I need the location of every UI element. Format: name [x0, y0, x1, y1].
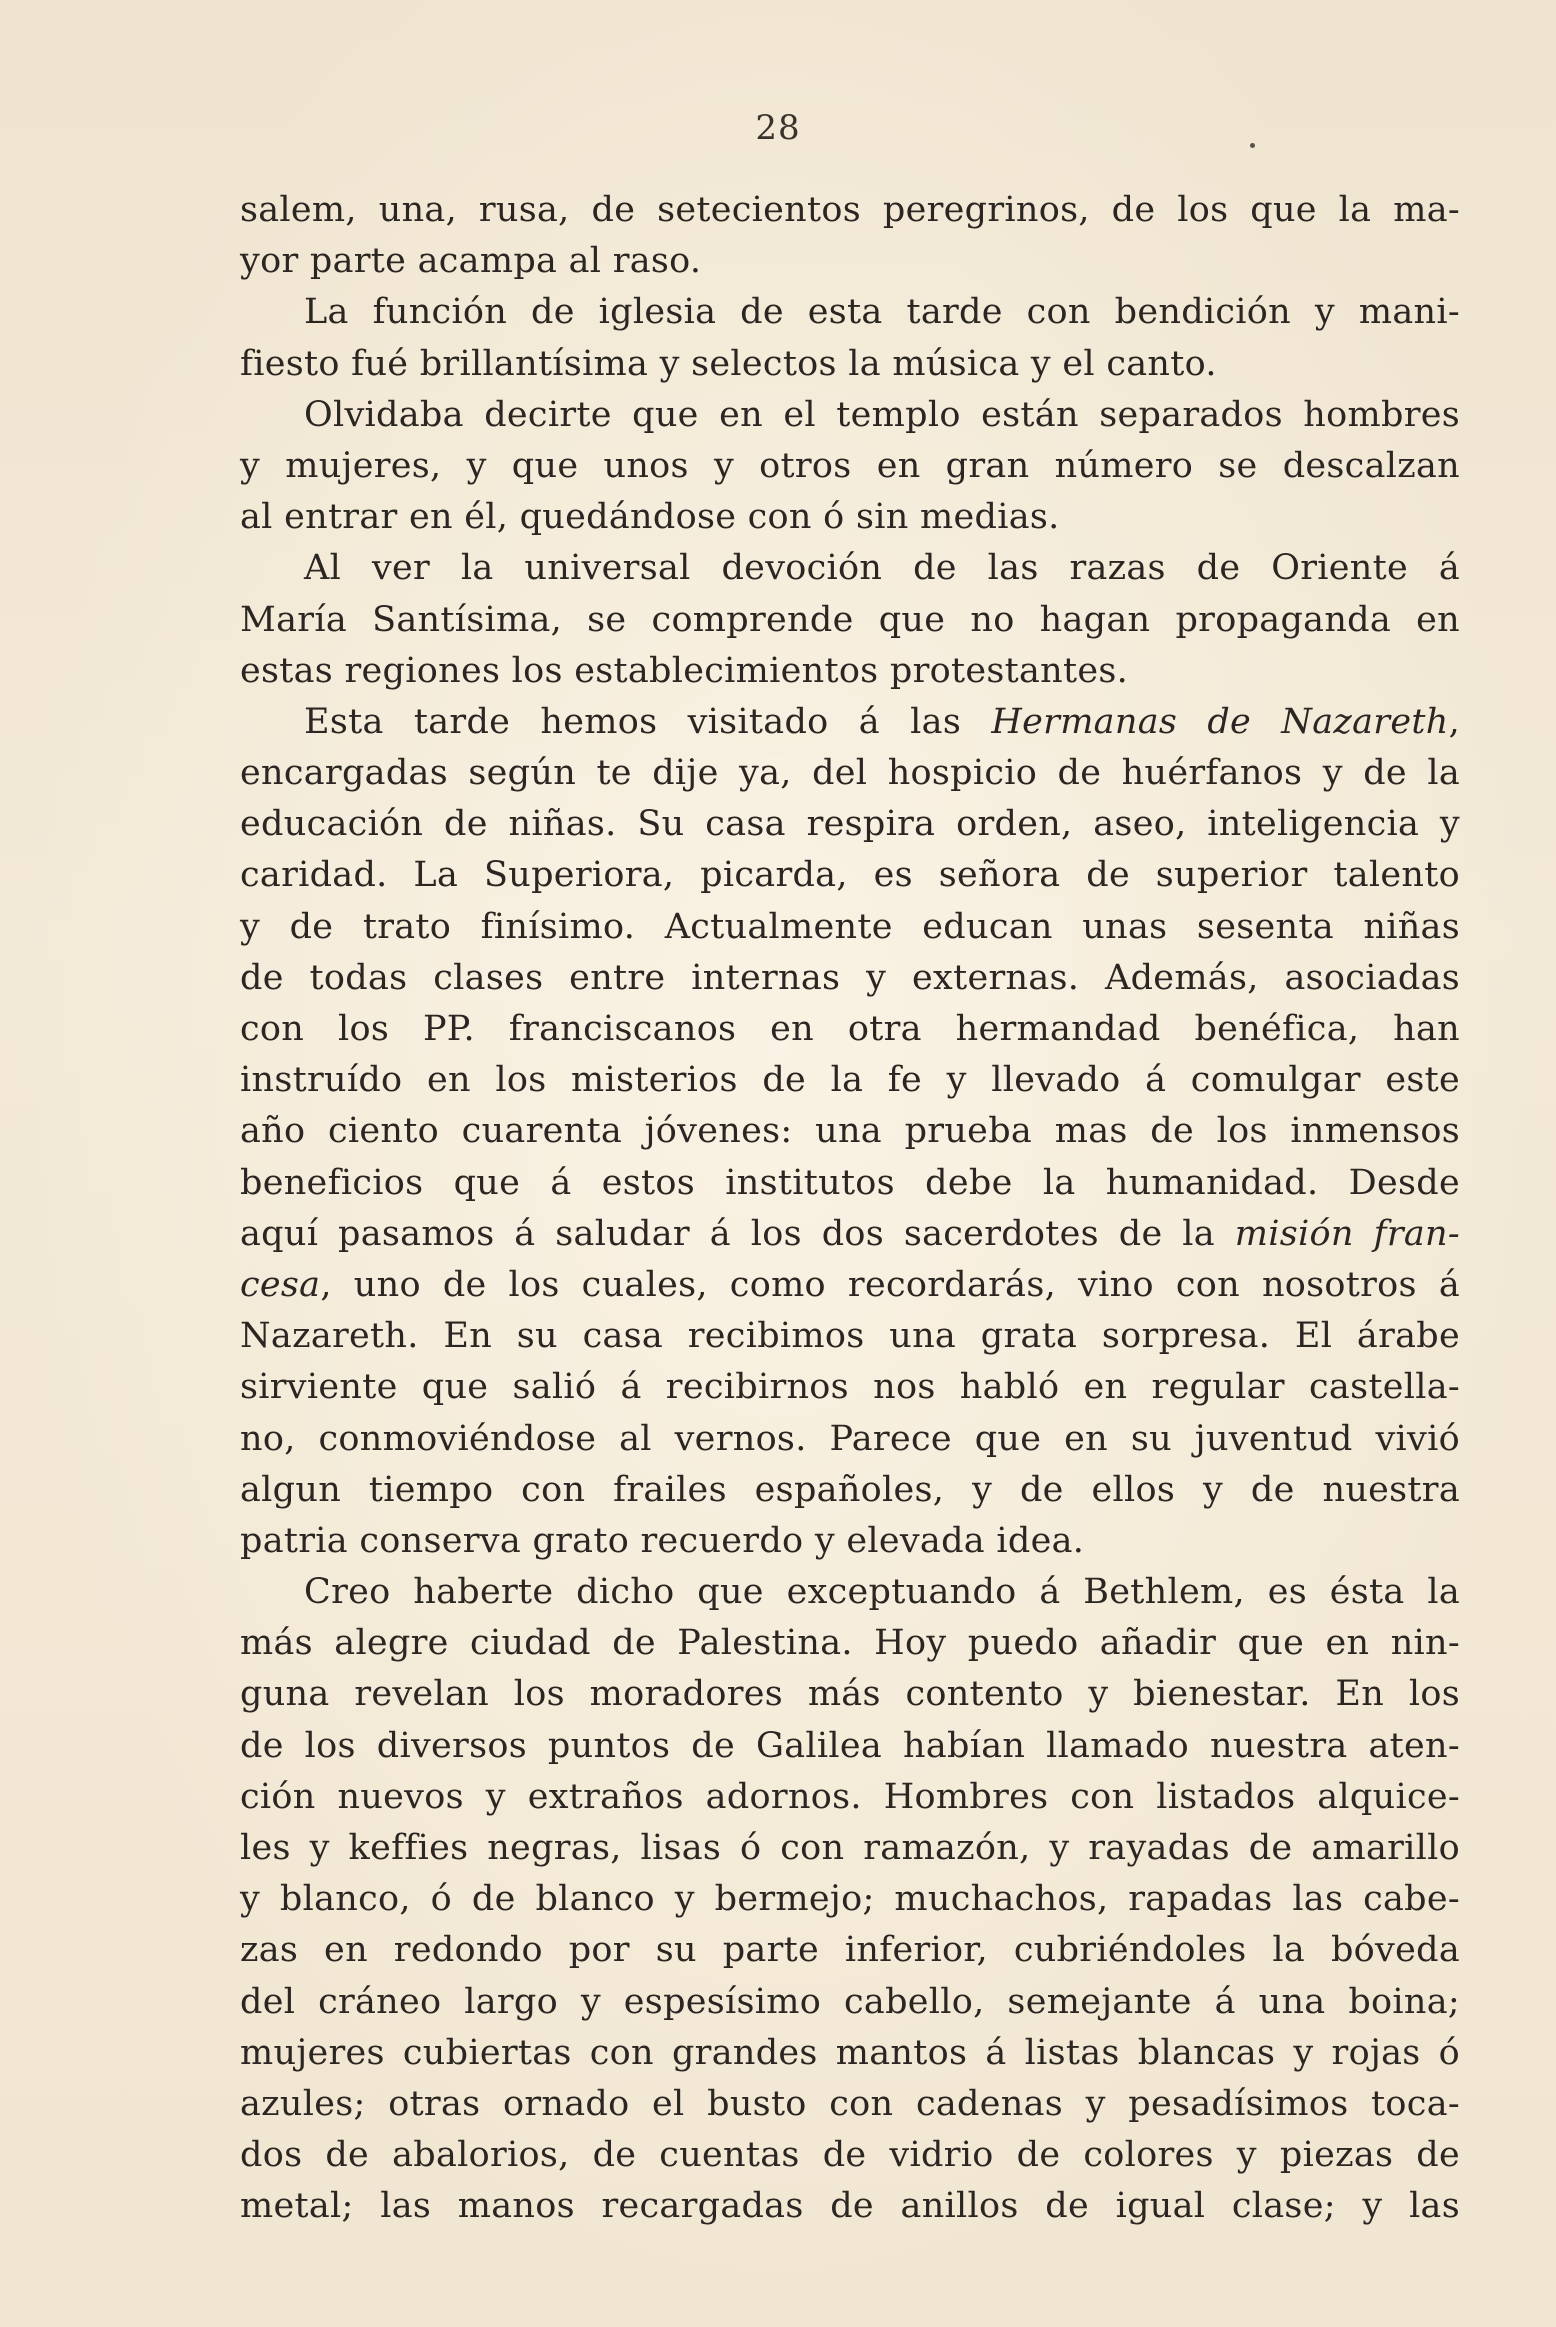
text-line: algun tiempo con frailes españoles, y de ellos y de nuestra: [240, 1469, 1460, 1510]
text-line: [240, 1209, 1460, 1260]
text-line: y de trato finísimo. Actualmente educan unas sesenta niñas: [240, 906, 1460, 947]
text-line: fiesto fué brillantísima y selectos la música y el canto.: [240, 343, 1217, 384]
text-line: de los diversos puntos de Galilea habían llamado nuestra aten-: [240, 1725, 1460, 1766]
text-line: salem, una, rusa, de setecientos peregrinos, de los que la ma-: [240, 190, 1460, 230]
ink-speck: [1250, 143, 1255, 148]
text-line: María Santísima, se comprende que no hagan propaganda en: [240, 599, 1460, 640]
text-line: azules; otras ornado el busto con cadenas y pesadísimos toca-: [240, 2083, 1460, 2124]
italic-text: Hermanas de Nazareth: [991, 701, 1449, 742]
text-line: de todas clases entre internas y externas. Además, asociadas: [240, 957, 1460, 998]
text-line: [240, 1260, 1460, 1311]
text-segment: ,: [1448, 701, 1460, 742]
text-line: dos de abalorios, de cuentas de vidrio de colores y piezas de: [240, 2135, 1460, 2176]
text-line: Nazareth. En su casa recibimos una grata sorpresa. El árabe: [240, 1316, 1460, 1357]
text-line: y mujeres, y que unos y otros en gran número se descalzan: [240, 445, 1460, 486]
italic-text: cesa: [240, 1264, 321, 1305]
text-line: metal; las manos recargadas de anillos de igual clase; y las: [240, 2186, 1460, 2227]
text-line: zas en redondo por su parte inferior, cubriéndoles la bóveda: [240, 1930, 1460, 1971]
text-line: encargadas según te dije ya, del hospicio de huérfanos y de la: [240, 753, 1460, 794]
text-line: educación de niñas. Su casa respira orden, aseo, inteligencia y: [240, 804, 1460, 845]
text-line: Olvidaba decirte que en el templo están separados hombres: [304, 394, 1460, 435]
text-line: patria conserva grato recuerdo y elevada idea.: [240, 1520, 1085, 1561]
text-line: Creo haberte dicho que exceptuando á Bethlem, es ésta la: [304, 1572, 1460, 1613]
page-number: 28: [755, 108, 801, 148]
text-line: estas regiones los establecimientos protestantes.: [240, 650, 1129, 691]
text-line: ción nuevos y extraños adornos. Hombres con listados alquice-: [240, 1776, 1460, 1817]
text-line: año ciento cuarenta jóvenes: una prueba mas de los inmensos: [240, 1111, 1460, 1152]
text-line: del cráneo largo y espesísimo cabello, semejante á una boina;: [240, 1981, 1460, 2022]
text-line: Al ver la universal devoción de las razas de Oriente á: [304, 548, 1460, 589]
text-line: instruído en los misterios de la fe y llevado á comulgar este: [240, 1060, 1460, 1101]
text-line: beneficios que á estos institutos debe la humanidad. Desde: [240, 1162, 1460, 1203]
text-line: caridad. La Superiora, picarda, es señora de superior talento: [240, 855, 1460, 896]
body-text: [240, 185, 1460, 2233]
text-line: yor parte acampa al raso.: [240, 241, 702, 282]
text-line: La función de iglesia de esta tarde con bendición y mani-: [304, 292, 1460, 333]
text-line: les y keffies negras, lisas ó con ramazón, y rayadas de amarillo: [240, 1828, 1460, 1868]
text-segment: Esta tarde hemos visitado á las: [304, 701, 992, 742]
text-line: mujeres cubiertas con grandes mantos á listas blancas y rojas ó: [240, 2032, 1460, 2073]
text-line: sirviente que salió á recibirnos nos habló en regular castella-: [240, 1367, 1460, 1408]
italic-text: misión fran-: [1234, 1213, 1460, 1254]
text-line: [240, 697, 1460, 748]
text-line: más alegre ciudad de Palestina. Hoy puedo añadir que en nin-: [240, 1623, 1460, 1664]
text-line: guna revelan los moradores más contento y bienestar. En los: [240, 1674, 1460, 1715]
text-line: con los PP. franciscanos en otra hermandad benéfica, han: [240, 1009, 1460, 1049]
text-segment: , uno de los cuales, como recordarás, vino con nosotros á: [320, 1264, 1460, 1305]
text-line: al entrar en él, quedándose con ó sin medias.: [240, 497, 1060, 538]
text-line: y blanco, ó de blanco y bermejo; muchachos, rapadas las cabe-: [240, 1879, 1460, 1920]
text-line: no, conmoviéndose al vernos. Parece que en su juventud vivió: [240, 1418, 1460, 1459]
text-segment: aquí pasamos á saludar á los dos sacerdotes de la: [240, 1213, 1235, 1254]
